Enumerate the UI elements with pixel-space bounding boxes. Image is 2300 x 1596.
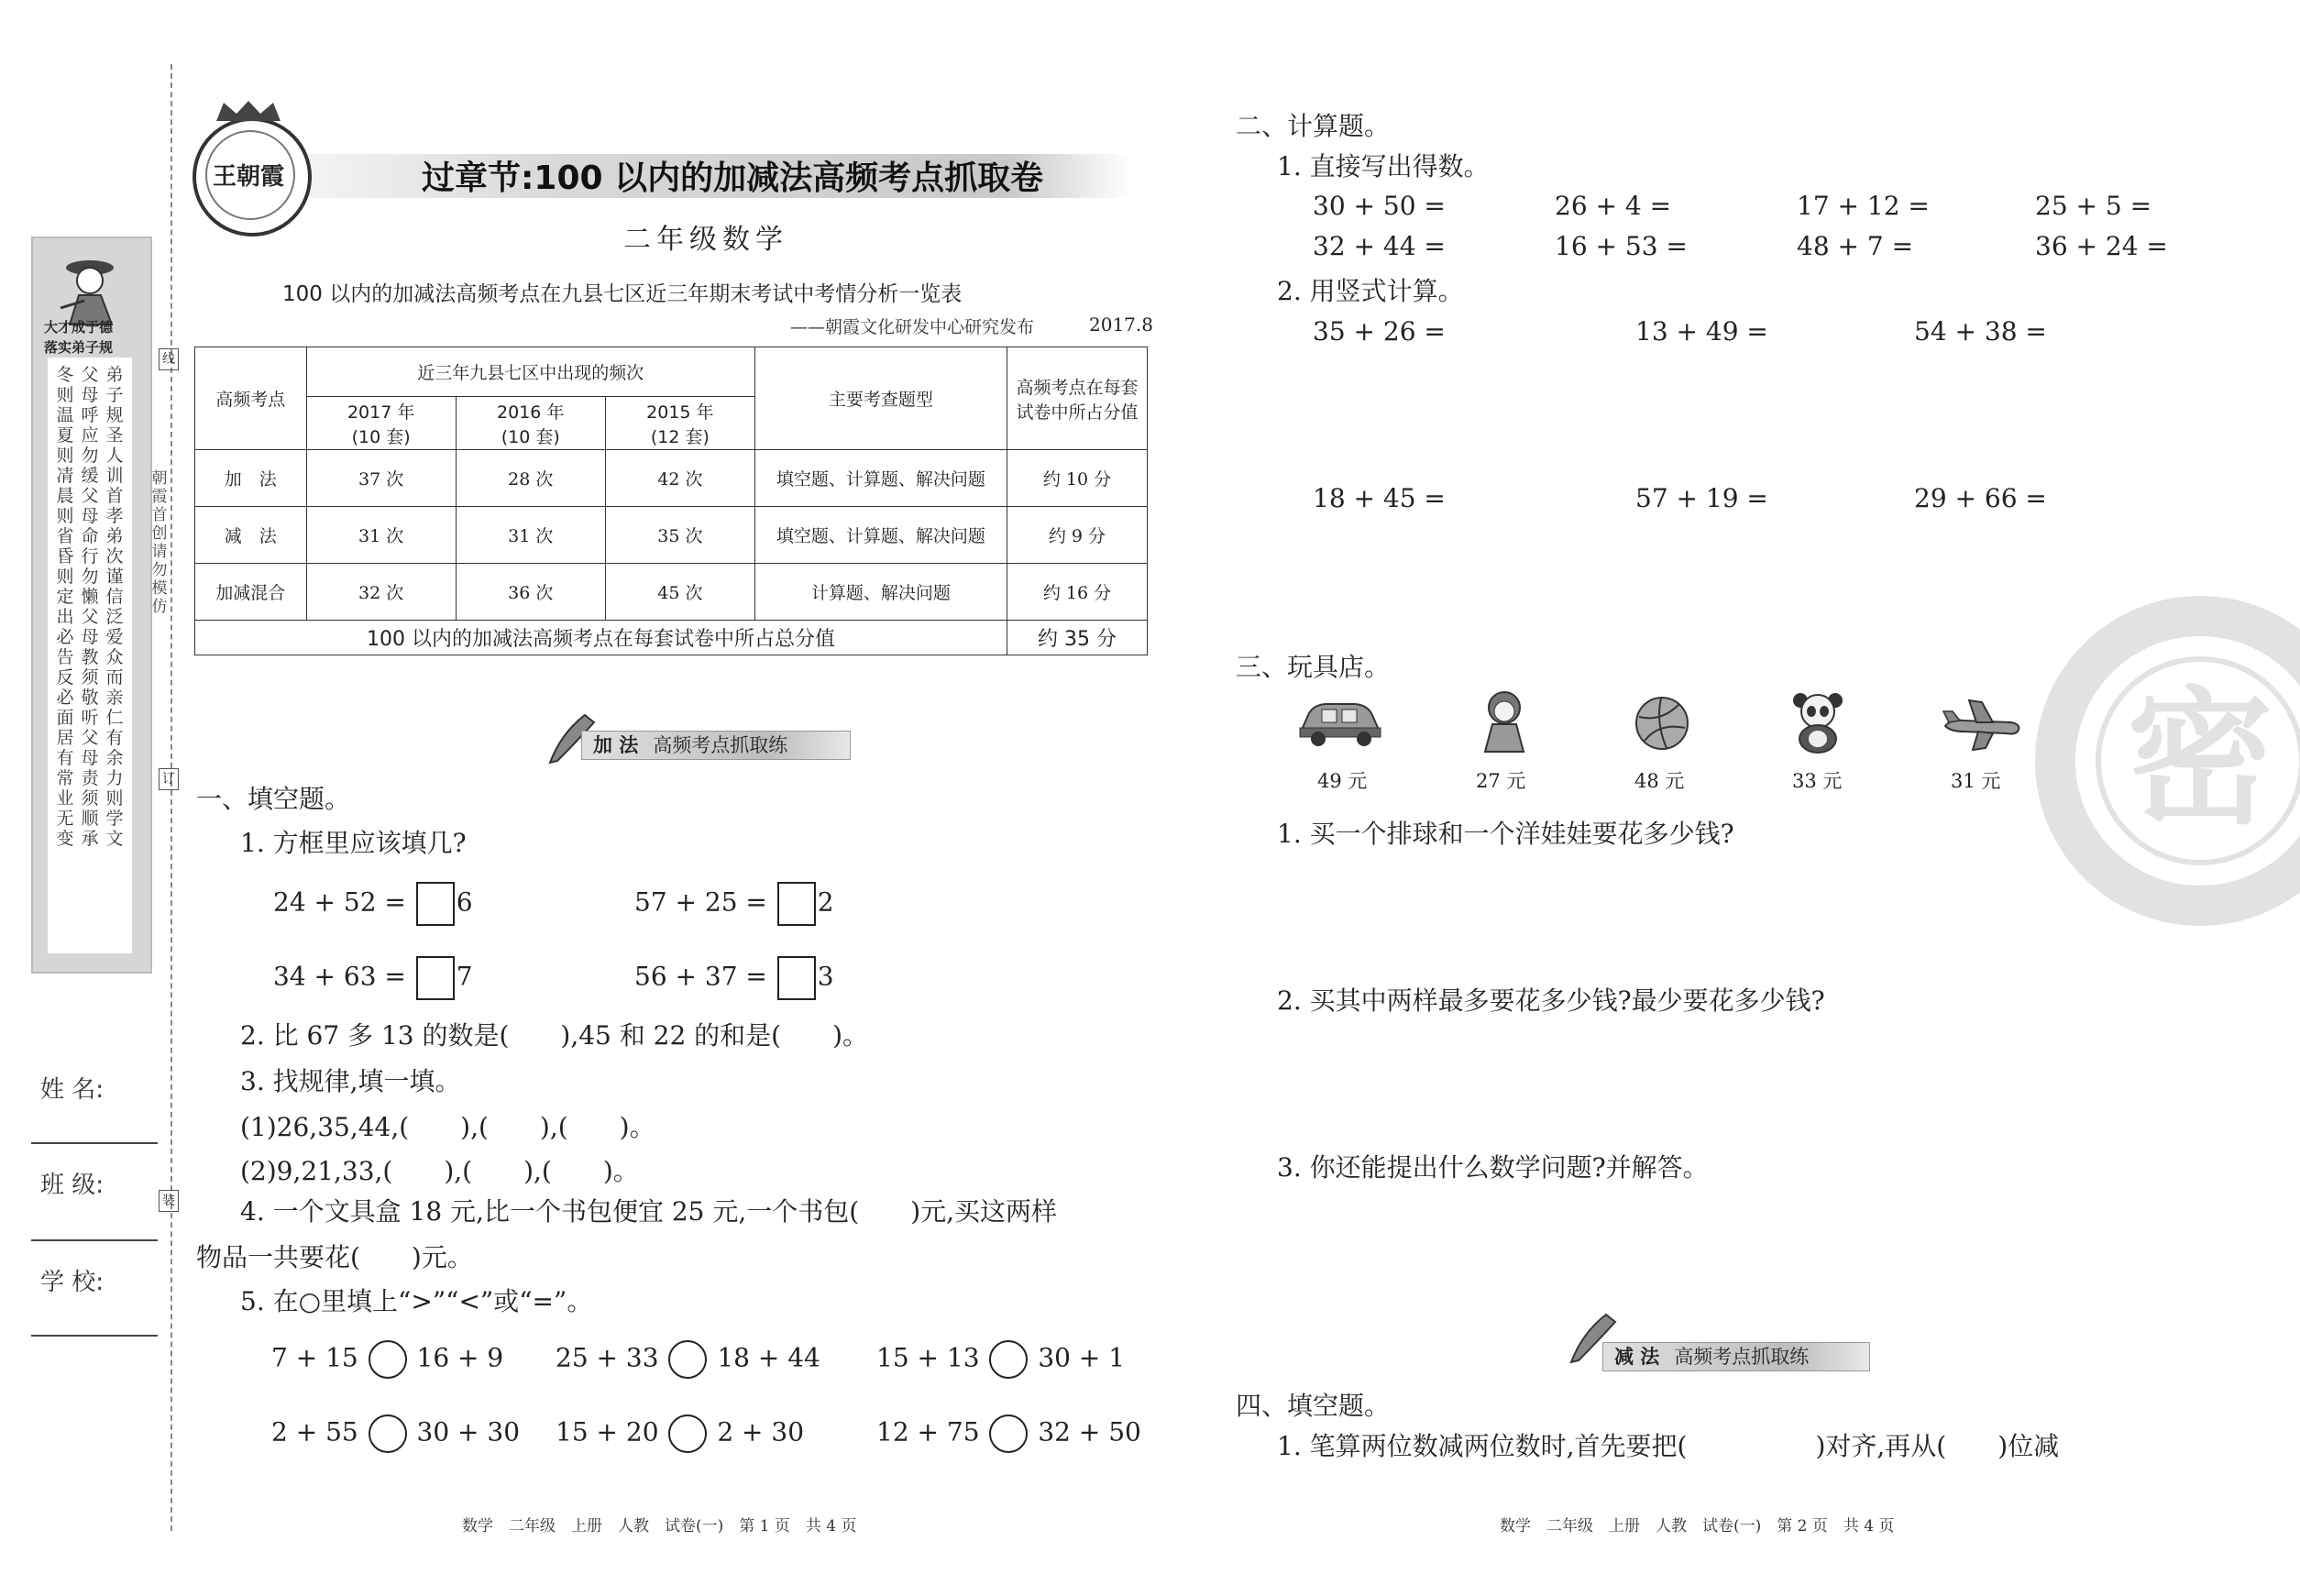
compare-circle[interactable] bbox=[369, 1414, 407, 1453]
motto-column-2: 父母呼应勿缓父母命行勿懒父母教须敬听父母责须顺承 bbox=[81, 365, 99, 849]
school-label: 学 校: bbox=[40, 1269, 105, 1296]
cell-2016: 36 次 bbox=[456, 564, 605, 621]
compare-item: 15 + 20 2 + 30 bbox=[556, 1414, 804, 1453]
th-topic: 高频考点 bbox=[195, 347, 307, 450]
vertical-calc-item[interactable]: 13 + 49 = bbox=[1635, 316, 1768, 347]
answer-box[interactable] bbox=[777, 882, 816, 926]
compare-circle[interactable] bbox=[668, 1340, 707, 1379]
watermark-text: 密 bbox=[2127, 673, 2274, 844]
name-label: 姓 名: bbox=[40, 1076, 105, 1104]
binding-dashed-line bbox=[171, 64, 172, 1531]
s1-q3: 3. 找规律,填一填。 bbox=[240, 1066, 461, 1096]
footer-right: 数学 二年级 上册 人教 试卷(一) 第 2 页 共 4 页 bbox=[1500, 1517, 1895, 1535]
vertical-calc-item[interactable]: 57 + 19 = bbox=[1635, 483, 1768, 513]
s1-q2[interactable]: 2. 比 67 多 13 的数是( ),45 和 22 的和是( )。 bbox=[240, 1020, 869, 1051]
cell-score: 约 10 分 bbox=[1007, 450, 1147, 507]
toy-price: 48 元 bbox=[1634, 770, 1685, 792]
s1-q3b[interactable]: (2)9,21,33,( ),( ),( )。 bbox=[240, 1156, 639, 1186]
oral-calc-item[interactable]: 30 + 50 = bbox=[1313, 191, 1446, 221]
compare-item: 2 + 55 30 + 30 bbox=[271, 1414, 520, 1453]
panda-icon bbox=[1788, 689, 1848, 754]
table-row bbox=[195, 450, 1148, 507]
cell-2017: 31 次 bbox=[306, 507, 456, 564]
th-year-2016: 2016 年 (10 套) bbox=[456, 397, 605, 450]
table-year: 2017.8 bbox=[1089, 314, 1153, 336]
seal-label-bind: 订 bbox=[159, 768, 179, 790]
s2-q2: 2. 用竖式计算。 bbox=[1277, 276, 1464, 306]
subtraction-practice-tag bbox=[1602, 1342, 1870, 1371]
s2-q1: 1. 直接写出得数。 bbox=[1277, 151, 1490, 182]
cell-2017: 32 次 bbox=[306, 564, 456, 621]
cell-2015: 45 次 bbox=[605, 564, 754, 621]
name-line[interactable] bbox=[31, 1142, 158, 1144]
frequency-table bbox=[194, 347, 1148, 655]
class-line[interactable] bbox=[31, 1239, 158, 1241]
seal-label-line: 线 bbox=[159, 348, 179, 370]
cell-2015: 42 次 bbox=[605, 450, 754, 507]
th-year-2017: 2017 年 (10 套) bbox=[306, 397, 456, 450]
cell-type: 计算题、解决问题 bbox=[754, 564, 1007, 621]
cell-score: 约 16 分 bbox=[1007, 564, 1147, 621]
table-source: ——朝霞文化研发中心研究发布 bbox=[790, 317, 1035, 337]
fill-box-item: 34 + 63 = 7 bbox=[273, 956, 473, 1000]
compare-item: 12 + 75 32 + 50 bbox=[876, 1414, 1141, 1453]
oral-calc-item[interactable]: 32 + 44 = bbox=[1313, 231, 1446, 261]
cell-type: 填空题、计算题、解决问题 bbox=[754, 450, 1007, 507]
s1-q1: 1. 方框里应该填几? bbox=[240, 828, 467, 858]
compare-item: 25 + 33 18 + 44 bbox=[556, 1340, 820, 1379]
cell-topic: 减 法 bbox=[195, 507, 307, 564]
brand-logo-text: 王朝霞 bbox=[213, 163, 285, 191]
answer-box[interactable] bbox=[777, 956, 816, 1000]
table-row bbox=[195, 507, 1148, 564]
cell-score: 约 9 分 bbox=[1007, 507, 1147, 564]
vertical-note: 朝霞首创 请勿模仿 bbox=[151, 469, 168, 616]
cell-2017: 37 次 bbox=[306, 450, 456, 507]
vertical-calc-item[interactable]: 54 + 38 = bbox=[1914, 316, 2047, 347]
motto-column-1: 弟子规圣人训首孝弟次谨信泛爱众而亲仁有余力则学文 bbox=[105, 365, 124, 849]
page-title: 过章节:100 以内的加减法高频考点抓取卷 bbox=[422, 160, 1044, 197]
fill-box-item: 24 + 52 = 6 bbox=[273, 882, 473, 926]
oral-calc-item[interactable]: 36 + 24 = bbox=[2035, 231, 2168, 261]
table-row bbox=[195, 564, 1148, 621]
total-value: 约 35 分 bbox=[1007, 621, 1147, 655]
addition-practice-tag bbox=[581, 731, 851, 760]
page-subtitle: 二年级数学 bbox=[623, 224, 788, 256]
section-1-title: 一、填空题。 bbox=[196, 784, 351, 814]
compare-circle[interactable] bbox=[989, 1340, 1028, 1379]
section-4-title: 四、填空题。 bbox=[1236, 1391, 1391, 1421]
th-score: 高频考点在每套试卷中所占分值 bbox=[1007, 347, 1147, 450]
cell-topic: 加减混合 bbox=[195, 564, 307, 621]
toy-price: 49 元 bbox=[1317, 770, 1368, 792]
table-heading: 100 以内的加减法高频考点在九县七区近三年期末考试中考情分析一览表 bbox=[282, 282, 963, 306]
total-label: 100 以内的加减法高频考点在每套试卷中所占总分值 bbox=[195, 621, 1007, 655]
s4-q1[interactable]: 1. 笔算两位数减两位数时,首先要把( )对齐,再从( )位减 bbox=[1277, 1431, 2060, 1461]
s1-q4-line1[interactable]: 4. 一个文具盒 18 元,比一个书包便宜 25 元,一个书包( )元,买这两样 bbox=[240, 1196, 1058, 1227]
th-year-2015: 2015 年 (12 套) bbox=[605, 397, 754, 450]
oral-calc-item[interactable]: 26 + 4 = bbox=[1555, 191, 1672, 221]
toy-car-icon bbox=[1296, 693, 1384, 748]
motto-bottom: 落实弟子规 bbox=[44, 339, 114, 356]
table-total-row bbox=[195, 621, 1148, 655]
fill-box-item: 56 + 37 = 3 bbox=[634, 956, 834, 1000]
footer-left: 数学 二年级 上册 人教 试卷(一) 第 1 页 共 4 页 bbox=[462, 1517, 857, 1535]
s3-q2: 2. 买其中两样最多要花多少钱?最少要花多少钱? bbox=[1277, 985, 1825, 1016]
crown-icon bbox=[213, 99, 284, 123]
oral-calc-item[interactable]: 25 + 5 = bbox=[2035, 191, 2152, 221]
oral-calc-item[interactable]: 48 + 7 = bbox=[1797, 231, 1914, 261]
addition-tag-bold: 加 法 bbox=[593, 734, 639, 756]
s3-q3: 3. 你还能提出什么数学问题?并解答。 bbox=[1277, 1152, 1709, 1183]
school-line[interactable] bbox=[31, 1335, 158, 1337]
th-type: 主要考查题型 bbox=[754, 347, 1007, 450]
section-2-title: 二、计算题。 bbox=[1236, 111, 1391, 141]
cell-topic: 加 法 bbox=[195, 450, 307, 507]
section-3-title: 三、玩具店。 bbox=[1236, 652, 1391, 682]
toy-price: 27 元 bbox=[1476, 770, 1526, 792]
toy-price: 31 元 bbox=[1951, 770, 2001, 792]
vertical-calc-item[interactable]: 35 + 26 = bbox=[1313, 316, 1446, 347]
addition-tag-text: 高频考点抓取练 bbox=[653, 734, 788, 756]
compare-circle[interactable] bbox=[369, 1340, 407, 1379]
toy-price: 33 元 bbox=[1792, 770, 1843, 792]
volleyball-icon bbox=[1634, 695, 1690, 752]
s1-q3a[interactable]: (1)26,35,44,( ),( ),( )。 bbox=[240, 1112, 655, 1142]
compare-circle[interactable] bbox=[989, 1414, 1028, 1453]
doll-icon bbox=[1472, 689, 1536, 754]
vertical-calc-item[interactable]: 29 + 66 = bbox=[1914, 483, 2047, 513]
s1-q5: 5. 在○里填上“>”“<”或“=”。 bbox=[240, 1286, 593, 1316]
class-label: 班 级: bbox=[40, 1172, 105, 1199]
compare-item: 7 + 15 16 + 9 bbox=[271, 1340, 503, 1379]
vertical-calc-item[interactable]: 18 + 45 = bbox=[1313, 483, 1446, 513]
fill-box-item: 57 + 25 = 2 bbox=[634, 882, 834, 926]
motto-column-3: 冬则温夏则凊晨则省昏则定出必告反必面居有常业无变 bbox=[56, 365, 74, 849]
subtraction-tag-bold: 减 法 bbox=[1614, 1346, 1660, 1368]
answer-box[interactable] bbox=[416, 882, 455, 926]
cell-2016: 31 次 bbox=[456, 507, 605, 564]
th-freq: 近三年九县七区中出现的频次 bbox=[306, 347, 754, 397]
subtraction-tag-text: 高频考点抓取练 bbox=[1674, 1346, 1810, 1368]
motto-top: 大才成于德 bbox=[44, 319, 114, 336]
seal-label-mount: 装 bbox=[159, 1190, 179, 1212]
compare-circle[interactable] bbox=[668, 1414, 707, 1453]
compare-item: 15 + 13 30 + 1 bbox=[876, 1340, 1125, 1379]
airplane-icon bbox=[1942, 695, 2022, 754]
cell-type: 填空题、计算题、解决问题 bbox=[754, 507, 1007, 564]
answer-box[interactable] bbox=[416, 956, 455, 1000]
oral-calc-item[interactable]: 16 + 53 = bbox=[1555, 231, 1688, 261]
oral-calc-item[interactable]: 17 + 12 = bbox=[1797, 191, 1930, 221]
cell-2016: 28 次 bbox=[456, 450, 605, 507]
motto-text-panel bbox=[48, 358, 132, 953]
cell-2015: 35 次 bbox=[605, 507, 754, 564]
s1-q4-line2[interactable]: 物品一共要花( )元。 bbox=[196, 1242, 473, 1272]
s3-q1: 1. 买一个排球和一个洋娃娃要花多少钱? bbox=[1277, 819, 1734, 849]
